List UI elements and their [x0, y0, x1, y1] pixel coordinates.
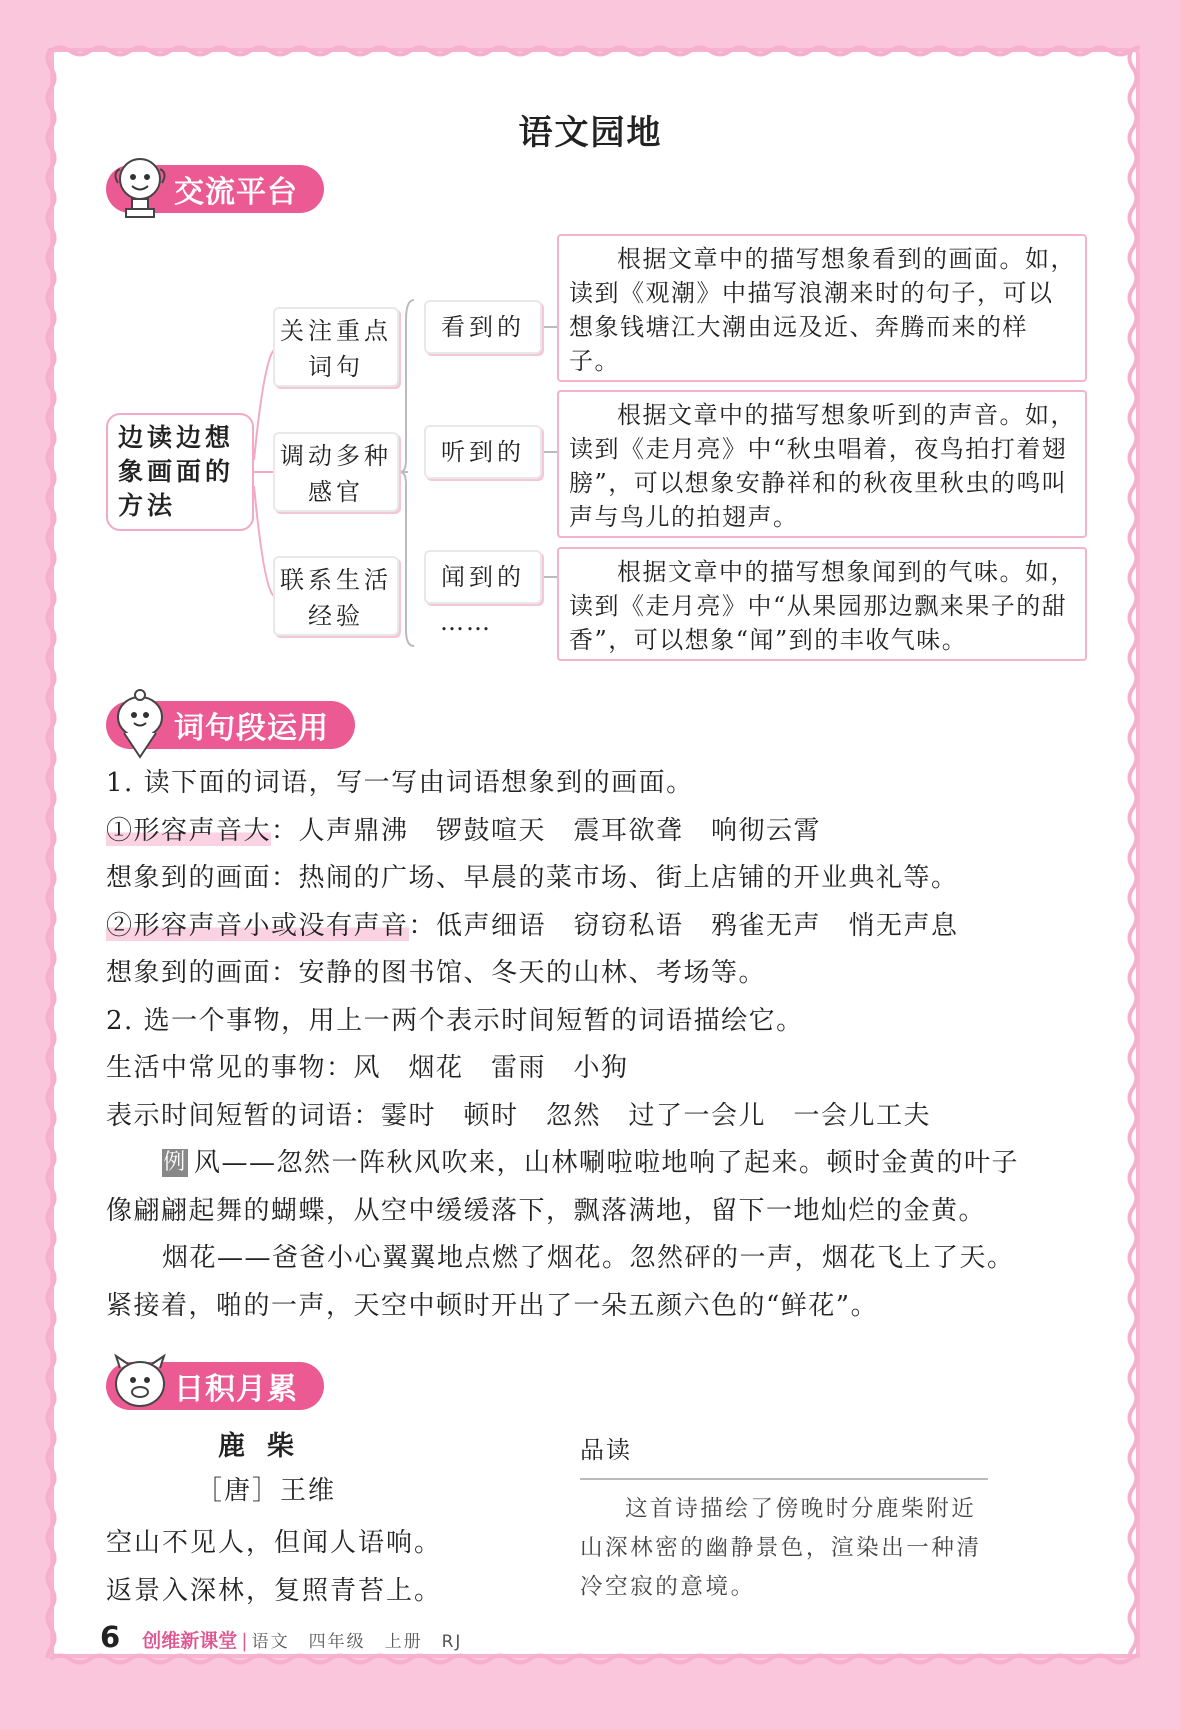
ice-cream-mascot-icon	[106, 689, 172, 759]
answer-loud: 想象到的画面：热闹的广场、早晨的菜市场、街上店铺的开业典礼等。	[106, 863, 959, 893]
mindmap-branch-keywords: 关注重点词句	[273, 307, 399, 387]
example-2-line-2: 紧接着，啪的一声，天空中顿时开出了一朵五颜六色的“鲜花”。	[106, 1290, 879, 1321]
section-badge-daily	[106, 1362, 324, 1410]
mindmap-sense-hear: 听到的	[424, 425, 542, 479]
poem-line: 返景入深林，复照青苔上。	[106, 1576, 443, 1606]
section-title: 日积月累	[174, 1372, 298, 1407]
answer-quiet: 想象到的画面：安静的图书馆、冬天的山林、考场等。	[106, 958, 767, 988]
question-1: 1. 读下面的词语，写一写由词语想象到的画面。	[106, 768, 694, 798]
poem-line: 空山不见人，但闻人语响。	[106, 1528, 443, 1558]
mindmap-branch-experience: 联系生活经验	[273, 556, 399, 636]
footer-separator: |	[241, 1630, 248, 1652]
book-meta: 语文 四年级 上册 RJ	[251, 1632, 463, 1652]
category-label: ②形容声音小或没有声音	[106, 910, 409, 941]
desc-text: 根据文章中的描写想象闻到的气味。如，读到《走月亮》中“从果园那边飘来果子的甜香”，可以想象“闻”到的丰收气味。	[569, 558, 1076, 654]
page-footer	[100, 1620, 462, 1654]
example-1-line-2: 像翩翩起舞的蝴蝶，从空中缓缓落下，飘落满地，留下一地灿烂的金黄。	[106, 1195, 987, 1226]
poem-title: 鹿柴	[218, 1431, 316, 1462]
example-text: 风——忽然一阵秋风吹来，山林唰啦啦地响了起来。顿时金黄的叶子	[194, 1148, 1020, 1178]
word-group-quiet	[106, 903, 1096, 951]
mindmap-desc-see	[557, 234, 1087, 382]
word-list: ：人声鼎沸 锣鼓喧天 震耳欲聋 响彻云霄	[271, 815, 822, 846]
pig-mascot-icon	[106, 1350, 172, 1420]
page-number: 6	[100, 1620, 121, 1654]
question-2: 2. 选一个事物，用上一两个表示时间短暂的词语描绘它。	[106, 1005, 804, 1036]
category-label: ①形容声音大	[106, 815, 272, 846]
page-title: 语文园地	[518, 113, 663, 153]
mindmap-sense-smell: 闻到的	[424, 550, 542, 604]
mindmap-branch-senses: 调动多种感官	[273, 432, 399, 512]
section-badge-words	[106, 701, 355, 749]
common-things: 生活中常见的事物：风 烟花 雷雨 小狗	[106, 1053, 629, 1083]
example-2-line-1: 烟花——爸爸小心翼翼地点燃了烟花。忽然砰的一声，烟花飞上了天。	[162, 1243, 1015, 1273]
appreciation-text	[580, 1490, 990, 1607]
word-list: ：低声细语 窃窃私语 鸦雀无声 悄无声息	[408, 910, 959, 941]
mindmap-desc-smell	[557, 547, 1087, 661]
mindmap-desc-hear	[557, 390, 1087, 538]
appreciation-label: 品读	[580, 1436, 632, 1464]
exercise-block	[106, 760, 1096, 1330]
appreciation-divider	[580, 1478, 988, 1480]
mindmap-root: 边读边想象画面的方法	[106, 413, 254, 531]
word-group-loud	[106, 808, 1096, 856]
brand-name: 创维新课堂	[142, 1630, 238, 1652]
appreciation-paragraph: 这首诗描绘了傍晚时分鹿柴附近山深林密的幽静景色，渲染出一种清冷空寂的意境。	[580, 1496, 982, 1600]
mindmap-sense-see: 看到的	[424, 300, 542, 354]
time-words: 表示时间短暂的词语：霎时 顿时 忽然 过了一会儿 一会儿工夫	[106, 1100, 932, 1131]
mindmap-more: ……	[440, 608, 492, 636]
example-1-line-1	[106, 1140, 1096, 1188]
wave-border-bottom	[50, 1652, 1140, 1666]
desc-text: 根据文章中的描写想象听到的声音。如，读到《走月亮》中“秋虫唱着，夜鸟拍打着翅膀”，可以想象安静祥和的秋夜里秋虫的鸣叫声与鸟儿的拍翅声。	[569, 401, 1076, 531]
poem-author: ［唐］王维	[196, 1476, 337, 1506]
example-tag: 例	[163, 1150, 187, 1175]
section-title: 词句段运用	[174, 711, 329, 746]
desc-text: 根据文章中的描写想象看到的画面。如，读到《观潮》中描写浪潮来时的句子，可以想象钱塘江大潮由远及近、奔腾而来的样子。	[569, 245, 1076, 375]
section-title: 交流平台	[174, 175, 298, 210]
